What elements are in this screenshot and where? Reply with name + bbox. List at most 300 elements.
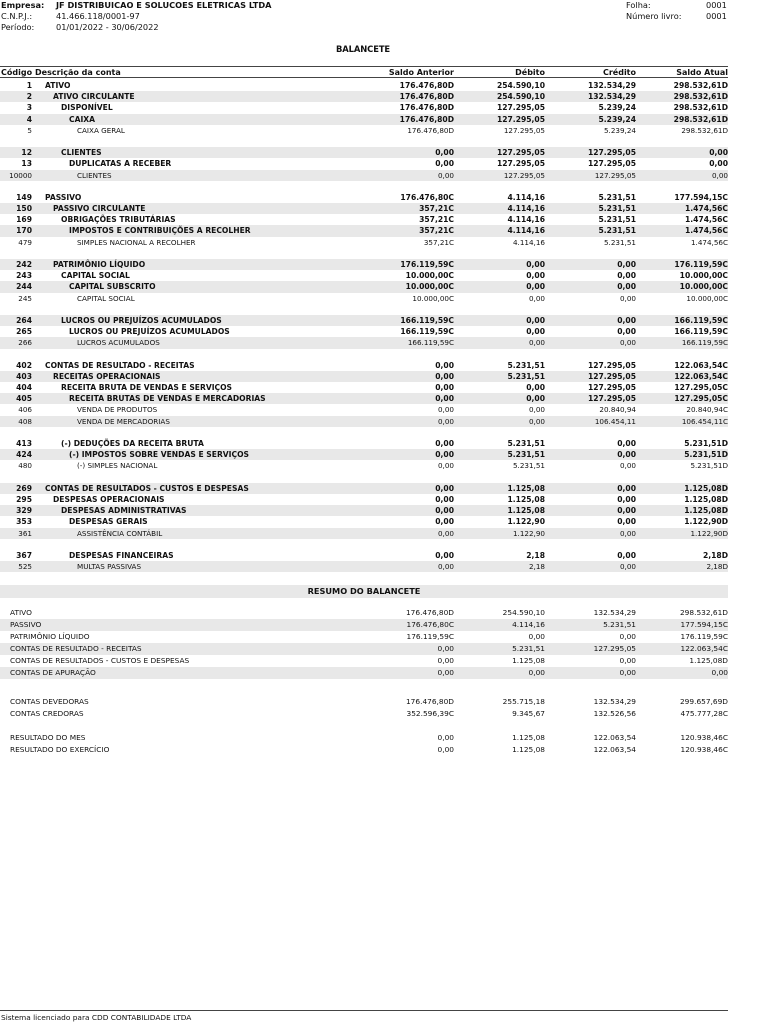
saldo-atual-value: 1.122,90D <box>684 517 728 527</box>
saldo-atual-value: 298.532,61D <box>681 125 728 135</box>
account-code: 150 <box>16 204 32 214</box>
col-credito: Crédito <box>602 68 636 77</box>
credito-value: 127.295,05 <box>587 159 636 169</box>
saldo-anterior-value: 352.596,39C <box>406 709 454 718</box>
saldo-anterior-value: 0,00 <box>437 656 454 665</box>
debito-value: 1.122,90 <box>507 517 545 527</box>
credito-value: 0,00 <box>617 282 636 292</box>
saldo-anterior-value: 176.476,80D <box>405 608 454 617</box>
account-code: 13 <box>21 159 32 169</box>
credito-value: 127.295,05 <box>587 383 636 393</box>
account-description: LUCROS OU PREJUÍZOS ACUMULADOS <box>69 327 230 337</box>
saldo-atual-value: 127.295,05C <box>674 383 728 393</box>
table-row <box>0 147 728 158</box>
credito-value: 132.534,29 <box>593 697 636 706</box>
summary-description: PATRIMÔNIO LÍQUIDO <box>10 632 90 641</box>
saldo-atual-value: 166.119,59C <box>674 315 728 325</box>
account-description: RECEITA BRUTA DE VENDAS E SERVIÇOS <box>61 383 233 393</box>
credito-value: 127.295,05 <box>587 394 636 404</box>
account-code: 265 <box>16 327 32 337</box>
credito-value: 0,00 <box>617 439 636 448</box>
saldo-anterior-value: 357,21C <box>419 226 454 236</box>
account-table <box>0 80 728 572</box>
debito-value: 4.114,16 <box>512 237 545 247</box>
credito-value: 0,00 <box>617 494 636 504</box>
debito-value: 0,00 <box>528 338 545 348</box>
saldo-atual-value: 2,18D <box>706 562 728 572</box>
credito-value: 5.231,51 <box>598 226 636 236</box>
saldo-anterior-value: 0,00 <box>435 517 454 527</box>
debito-value: 0,00 <box>528 405 545 415</box>
saldo-atual-value: 2,18D <box>702 550 728 560</box>
summary-row <box>0 667 728 679</box>
credito-value: 127.295,05 <box>594 170 636 180</box>
credito-value: 122.063,54 <box>593 745 636 754</box>
account-description: IMPOSTOS E CONTRIBUIÇÕES A RECOLHER <box>69 226 251 236</box>
table-row <box>0 125 728 136</box>
account-description: OBRIGAÇÕES TRIBUTÁRIAS <box>61 215 176 225</box>
table-row <box>0 203 728 214</box>
table-row <box>0 438 728 449</box>
credito-value: 0,00 <box>619 528 636 538</box>
saldo-atual-value: 166.119,59C <box>681 338 728 348</box>
account-code: 10000 <box>9 170 32 180</box>
saldo-atual-value: 0,00 <box>709 159 728 169</box>
livro-label: Número livro: <box>626 11 682 21</box>
account-description: SIMPLES NACIONAL A RECOLHER <box>77 237 196 247</box>
debito-value: 254.590,10 <box>496 92 545 102</box>
summary-group-debit-credit <box>0 696 728 720</box>
table-row <box>0 404 728 415</box>
account-code: 244 <box>16 282 32 292</box>
account-code: 424 <box>16 450 32 460</box>
table-row <box>0 270 728 281</box>
debito-value: 127.295,05 <box>496 114 545 124</box>
saldo-anterior-value: 0,00 <box>435 159 454 169</box>
table-row <box>0 516 728 527</box>
saldo-atual-value: 120.938,46C <box>680 733 728 742</box>
credito-value: 5.231,51 <box>598 192 636 202</box>
account-description: CAPITAL SUBSCRITO <box>69 282 156 292</box>
credito-value: 0,00 <box>617 517 636 527</box>
debito-value: 5.231,51 <box>507 360 545 370</box>
saldo-anterior-value: 0,00 <box>435 371 454 381</box>
table-row <box>0 494 728 505</box>
debito-value: 127.295,05 <box>496 103 545 113</box>
table-row <box>0 281 728 292</box>
debito-value: 1.125,08 <box>507 483 545 493</box>
summary-description: CONTAS DE RESULTADO - RECEITAS <box>10 644 142 653</box>
debito-value: 1.125,08 <box>512 733 545 742</box>
account-code: 353 <box>16 517 32 527</box>
summary-row <box>0 744 728 756</box>
account-code: 170 <box>16 226 32 236</box>
saldo-atual-value: 127.295,05C <box>674 394 728 404</box>
cnpj-value: 41.466.118/0001-97 <box>56 11 140 21</box>
account-description: ATIVO <box>45 81 71 90</box>
debito-value: 255.715,18 <box>502 697 545 706</box>
debito-value: 4.114,16 <box>507 204 545 214</box>
table-row <box>0 337 728 348</box>
saldo-atual-value: 5.231,51D <box>684 450 728 460</box>
saldo-atual-value: 0,00 <box>711 170 728 180</box>
saldo-anterior-value: 0,00 <box>435 506 454 516</box>
credito-value: 5.239,24 <box>598 114 636 124</box>
account-description: CLIENTES <box>77 170 112 180</box>
debito-value: 0,00 <box>526 282 545 292</box>
saldo-anterior-value: 0,00 <box>435 360 454 370</box>
account-description: CAIXA <box>69 114 96 124</box>
debito-value: 5.231,51 <box>512 461 545 471</box>
row-spacer <box>0 472 728 483</box>
saldo-atual-value: 122.063,54C <box>674 371 728 381</box>
credito-value: 127.295,05 <box>587 148 636 158</box>
account-code: 5 <box>27 125 32 135</box>
saldo-anterior-value: 176.119,59C <box>406 632 454 641</box>
saldo-atual-value: 177.594,15C <box>674 192 728 202</box>
account-code: 149 <box>16 192 32 202</box>
saldo-atual-value: 298.532,61D <box>679 608 728 617</box>
account-description: CAPITAL SOCIAL <box>77 293 135 303</box>
saldo-anterior-value: 176.476,80D <box>399 114 454 124</box>
account-code: 12 <box>21 148 32 158</box>
table-row <box>0 483 728 494</box>
saldo-anterior-value: 357,21C <box>419 215 454 225</box>
saldo-atual-value: 10.000,00C <box>679 271 728 281</box>
saldo-atual-value: 106.454,11C <box>681 416 728 426</box>
saldo-atual-value: 1.125,08D <box>684 483 728 493</box>
saldo-anterior-value: 0,00 <box>437 562 454 572</box>
saldo-atual-value: 298.532,61D <box>673 81 728 90</box>
saldo-atual-value: 122.063,54C <box>680 644 728 653</box>
col-debito: Débito <box>515 68 545 77</box>
credito-value: 0,00 <box>617 450 636 460</box>
saldo-atual-value: 5.231,51D <box>690 461 728 471</box>
credito-value: 0,00 <box>619 293 636 303</box>
debito-value: 0,00 <box>526 383 545 393</box>
empresa-label: Empresa: <box>1 0 45 10</box>
saldo-atual-value: 20.840,94C <box>686 405 728 415</box>
saldo-anterior-value: 176.476,80C <box>400 192 454 202</box>
saldo-atual-value: 5.231,51D <box>684 439 728 448</box>
credito-value: 0,00 <box>617 271 636 281</box>
periodo-value: 01/01/2022 - 30/06/2022 <box>56 22 159 32</box>
account-code: 243 <box>16 271 32 281</box>
debito-value: 1.125,08 <box>512 745 545 754</box>
table-row <box>0 170 728 181</box>
credito-value: 132.534,29 <box>593 608 636 617</box>
credito-value: 0,00 <box>617 315 636 325</box>
debito-value: 4.114,16 <box>507 226 545 236</box>
saldo-atual-value: 298.532,61D <box>673 92 728 102</box>
table-row <box>0 214 728 225</box>
saldo-atual-value: 10.000,00C <box>686 293 728 303</box>
saldo-atual-value: 298.532,61D <box>673 103 728 113</box>
empresa-value: JF DISTRIBUICAO E SOLUCOES ELETRICAS LTDA <box>56 0 272 10</box>
summary-description: RESULTADO DO EXERCÍCIO <box>10 745 110 754</box>
debito-value: 127.295,05 <box>503 170 545 180</box>
table-row <box>0 449 728 460</box>
table-header <box>0 66 728 78</box>
account-code: 403 <box>16 371 32 381</box>
row-spacer <box>0 539 728 550</box>
debito-value: 0,00 <box>528 668 545 677</box>
debito-value: 0,00 <box>528 632 545 641</box>
account-code: 169 <box>16 215 32 225</box>
debito-value: 9.345,67 <box>512 709 545 718</box>
account-description: DESPESAS ADMINISTRATIVAS <box>61 506 187 516</box>
credito-value: 0,00 <box>619 461 636 471</box>
summary-description: PASSIVO <box>10 620 42 629</box>
row-spacer <box>0 181 728 192</box>
summary-description: CONTAS DE APURAÇÃO <box>10 668 96 677</box>
saldo-anterior-value: 176.476,80D <box>399 92 454 102</box>
account-code: 404 <box>16 383 32 393</box>
saldo-anterior-value: 0,00 <box>437 405 454 415</box>
debito-value: 0,00 <box>526 315 545 325</box>
account-code: 3 <box>26 103 32 113</box>
credito-value: 122.063,54 <box>593 733 636 742</box>
credito-value: 0,00 <box>619 338 636 348</box>
saldo-atual-value: 299.657,69D <box>679 697 728 706</box>
credito-value: 106.454,11 <box>594 416 636 426</box>
saldo-anterior-value: 166.119,59C <box>407 338 454 348</box>
saldo-anterior-value: 0,00 <box>437 461 454 471</box>
table-row <box>0 192 728 203</box>
credito-value: 0,00 <box>617 260 636 269</box>
saldo-anterior-value: 0,00 <box>435 550 454 560</box>
account-description: CAIXA GERAL <box>77 125 125 135</box>
summary-row <box>0 696 728 708</box>
table-row <box>0 225 728 236</box>
footer-divider <box>0 1010 728 1011</box>
saldo-anterior-value: 0,00 <box>435 483 454 493</box>
debito-value: 1.125,08 <box>507 494 545 504</box>
account-description: RECEITA BRUTAS DE VENDAS E MERCADORIAS <box>69 394 266 404</box>
debito-value: 1.125,08 <box>512 656 545 665</box>
account-description: DESPESAS OPERACIONAIS <box>53 494 165 504</box>
saldo-anterior-value: 357,21C <box>423 237 454 247</box>
account-code: 405 <box>16 394 32 404</box>
saldo-atual-value: 1.125,08D <box>689 656 728 665</box>
account-description: CAPITAL SOCIAL <box>61 271 130 281</box>
summary-group-results <box>0 732 728 756</box>
credito-value: 5.231,51 <box>598 204 636 214</box>
account-description: RECEITAS OPERACIONAIS <box>53 371 161 381</box>
saldo-anterior-value: 176.476,80D <box>407 125 454 135</box>
saldo-atual-value: 475.777,28C <box>680 709 728 718</box>
account-description: VENDA DE PRODUTOS <box>77 405 158 415</box>
account-code: 4 <box>26 114 32 124</box>
saldo-anterior-value: 10.000,00C <box>412 293 454 303</box>
credito-value: 5.231,51 <box>603 237 636 247</box>
account-code: 264 <box>16 315 32 325</box>
credito-value: 0,00 <box>619 656 636 665</box>
credito-value: 0,00 <box>619 632 636 641</box>
account-description: (-) SIMPLES NACIONAL <box>77 461 158 471</box>
credito-value: 5.231,51 <box>598 215 636 225</box>
account-code: 525 <box>18 562 32 572</box>
saldo-anterior-value: 10.000,00C <box>405 282 454 292</box>
table-row <box>0 528 728 539</box>
credito-value: 0,00 <box>617 327 636 337</box>
saldo-atual-value: 1.474,56C <box>684 215 728 225</box>
summary-row <box>0 607 728 619</box>
summary-description: CONTAS CREDORAS <box>10 709 84 718</box>
account-description: DESPESAS FINANCEIRAS <box>69 550 174 560</box>
summary-row <box>0 732 728 744</box>
debito-value: 1.125,08 <box>507 506 545 516</box>
saldo-anterior-value: 166.119,59C <box>400 327 454 337</box>
summary-description: CONTAS DE RESULTADOS - CUSTOS E DESPESAS <box>10 656 190 665</box>
row-spacer <box>0 304 728 315</box>
table-row <box>0 293 728 304</box>
saldo-anterior-value: 176.476,80D <box>405 697 454 706</box>
debito-value: 127.295,05 <box>496 159 545 169</box>
account-description: LUCROS OU PREJUÍZOS ACUMULADOS <box>61 315 222 325</box>
table-row <box>0 114 728 125</box>
table-row <box>0 371 728 382</box>
saldo-anterior-value: 166.119,59C <box>400 315 454 325</box>
saldo-atual-value: 120.938,46C <box>680 745 728 754</box>
saldo-atual-value: 298.532,61D <box>673 114 728 124</box>
summary-row <box>0 631 728 643</box>
footer-license: Sistema licenciado para CDD CONTABILIDADE LTDA <box>1 1013 192 1022</box>
credito-value: 132.534,29 <box>587 81 636 90</box>
saldo-anterior-value: 10.000,00C <box>405 271 454 281</box>
credito-value: 0,00 <box>617 483 636 493</box>
summary-row <box>0 643 728 655</box>
credito-value: 0,00 <box>619 562 636 572</box>
debito-value: 0,00 <box>526 394 545 404</box>
account-description: ASSISTÊNCIA CONTÁBIL <box>77 528 163 538</box>
report-header <box>0 0 768 36</box>
summary-description: CONTAS DEVEDORAS <box>10 697 89 706</box>
table-row <box>0 382 728 393</box>
account-code: 242 <box>16 260 32 269</box>
account-code: 1 <box>26 81 32 90</box>
row-spacer <box>0 349 728 360</box>
table-row <box>0 416 728 427</box>
debito-value: 2,18 <box>526 550 545 560</box>
periodo-label: Período: <box>1 22 35 32</box>
debito-value: 5.231,51 <box>512 644 545 653</box>
account-description: CONTAS DE RESULTADOS - CUSTOS E DESPESAS <box>45 483 249 493</box>
saldo-anterior-value: 0,00 <box>435 450 454 460</box>
saldo-atual-value: 122.063,54C <box>674 360 728 370</box>
account-code: 269 <box>16 483 32 493</box>
summary-description: RESULTADO DO MES <box>10 733 86 742</box>
credito-value: 127.295,05 <box>593 644 636 653</box>
debito-value: 1.122,90 <box>512 528 545 538</box>
saldo-anterior-value: 0,00 <box>435 383 454 393</box>
table-row <box>0 326 728 337</box>
credito-value: 20.840,94 <box>599 405 636 415</box>
saldo-anterior-value: 0,00 <box>437 170 454 180</box>
account-description: LUCROS ACUMULADOS <box>77 338 160 348</box>
account-description: PATRIMÔNIO LÍQUIDO <box>53 260 146 269</box>
saldo-atual-value: 1.125,08D <box>684 494 728 504</box>
saldo-atual-value: 1.125,08D <box>684 506 728 516</box>
row-spacer <box>0 427 728 438</box>
account-code: 413 <box>16 439 32 448</box>
table-row <box>0 91 728 102</box>
account-code: 2 <box>26 92 32 102</box>
folha-label: Folha: <box>626 0 651 10</box>
debito-value: 4.114,16 <box>512 620 545 629</box>
table-row <box>0 315 728 326</box>
account-code: 361 <box>18 528 32 538</box>
cnpj-label: C.N.P.J.: <box>1 11 33 21</box>
saldo-anterior-value: 176.476,80D <box>399 81 454 90</box>
debito-value: 127.295,05 <box>496 148 545 158</box>
saldo-anterior-value: 0,00 <box>437 528 454 538</box>
account-code: 266 <box>18 338 32 348</box>
saldo-atual-value: 0,00 <box>709 148 728 158</box>
account-code: 295 <box>16 494 32 504</box>
account-code: 480 <box>18 461 32 471</box>
debito-value: 5.231,51 <box>507 371 545 381</box>
credito-value: 0,00 <box>617 506 636 516</box>
table-row <box>0 80 728 91</box>
saldo-anterior-value: 0,00 <box>437 416 454 426</box>
debito-value: 5.231,51 <box>507 450 545 460</box>
saldo-atual-value: 166.119,59C <box>674 327 728 337</box>
debito-value: 4.114,16 <box>507 192 545 202</box>
account-code: 329 <box>16 506 32 516</box>
row-spacer <box>0 248 728 259</box>
debito-value: 0,00 <box>528 416 545 426</box>
saldo-anterior-value: 0,00 <box>435 439 454 448</box>
summary-group-totals <box>0 607 728 679</box>
saldo-atual-value: 177.594,15C <box>680 620 728 629</box>
saldo-anterior-value: 357,21C <box>419 204 454 214</box>
account-description: CONTAS DE RESULTADO - RECEITAS <box>45 360 195 370</box>
account-description: ATIVO CIRCULANTE <box>53 92 135 102</box>
debito-value: 0,00 <box>526 271 545 281</box>
credito-value: 132.526,56 <box>593 709 636 718</box>
credito-value: 132.534,29 <box>587 92 636 102</box>
saldo-atual-value: 10.000,00C <box>679 282 728 292</box>
saldo-anterior-value: 0,00 <box>437 745 454 754</box>
row-spacer <box>0 136 728 147</box>
col-saldo-anterior: Saldo Anterior <box>388 68 454 77</box>
table-row <box>0 550 728 561</box>
saldo-anterior-value: 0,00 <box>435 394 454 404</box>
folha-value: 0001 <box>706 0 727 10</box>
table-row <box>0 259 728 270</box>
account-description: DISPONÍVEL <box>61 103 113 113</box>
saldo-anterior-value: 176.476,80D <box>399 103 454 113</box>
saldo-anterior-value: 176.476,80C <box>406 620 454 629</box>
document-title: BALANCETE <box>335 44 391 54</box>
credito-value: 0,00 <box>617 550 636 560</box>
account-description: PASSIVO <box>45 192 82 202</box>
table-row <box>0 158 728 169</box>
account-description: (-) IMPOSTOS SOBRE VENDAS E SERVIÇOS <box>69 450 249 460</box>
debito-value: 2,18 <box>528 562 545 572</box>
saldo-anterior-value: 0,00 <box>437 644 454 653</box>
debito-value: 0,00 <box>526 260 545 269</box>
table-row <box>0 102 728 113</box>
col-codigo: Código <box>1 68 33 77</box>
account-code: 479 <box>18 237 32 247</box>
account-description: DESPESAS GERAIS <box>69 517 148 527</box>
credito-value: 127.295,05 <box>587 360 636 370</box>
debito-value: 254.590,10 <box>496 81 545 90</box>
summary-row <box>0 655 728 667</box>
saldo-atual-value: 1.474,56C <box>684 226 728 236</box>
